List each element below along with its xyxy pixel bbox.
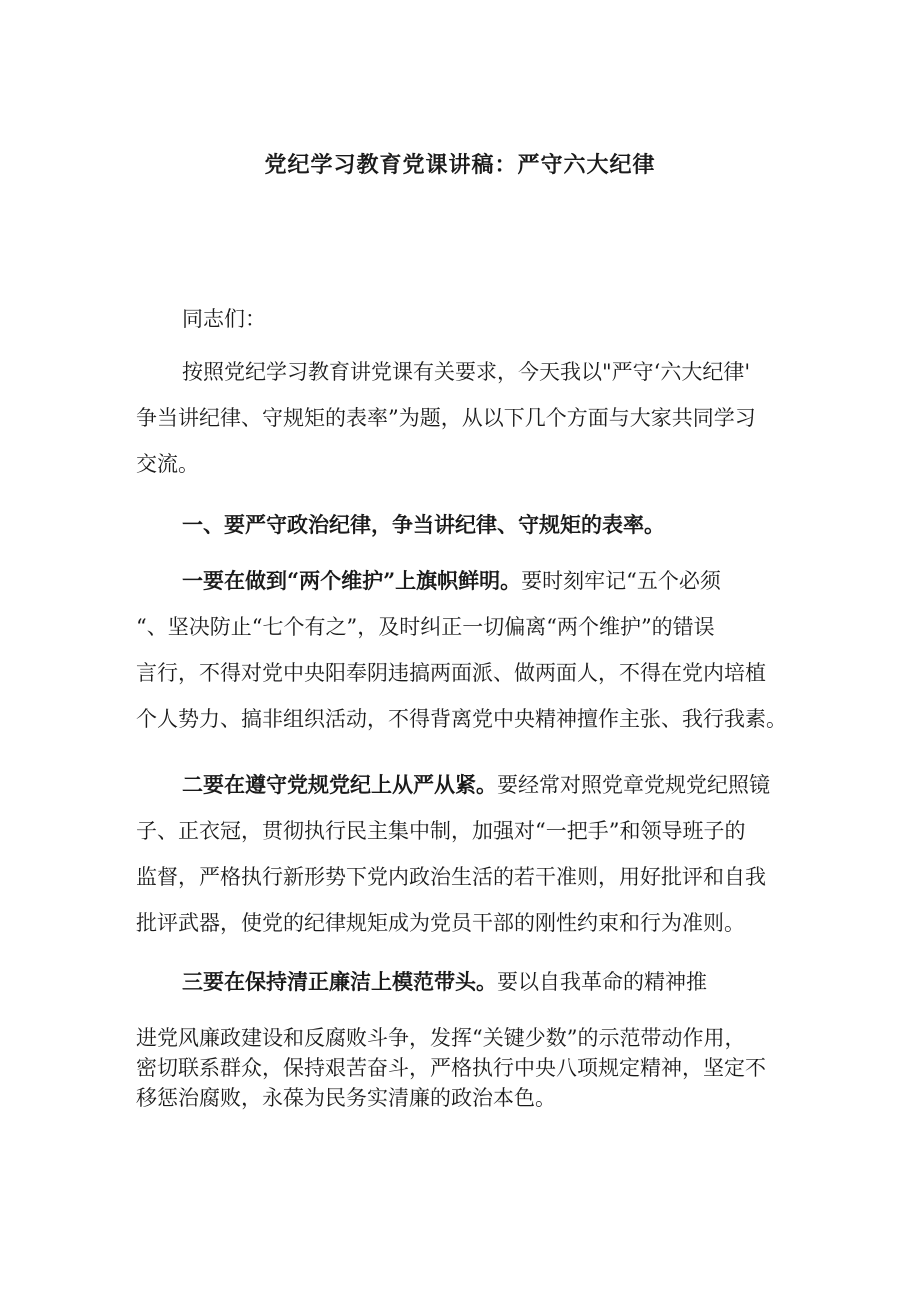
point-paragraph-2 <box>136 762 796 946</box>
point-lead: 一要在做到“两个维护”上旗帜鲜明。 <box>182 568 522 593</box>
point-line: 个人势力、搞非组织活动，不得背离党中央精神擅作主张、我行我素。 <box>136 707 787 731</box>
point-line: 批评武器，使党的纪律规矩成为党员干部的刚性约束和行为准则。 <box>136 911 745 935</box>
point-text: 要时刻牢记“五个必须 <box>521 569 721 593</box>
intro-paragraph <box>136 349 796 487</box>
point-line: 移惩治腐败，永葆为民务实清廉的政治本色。 <box>136 1086 556 1110</box>
point-line: 子、正衣冠，贯彻执行民主集中制，加强对“一把手”和领导班子的 <box>136 819 746 843</box>
intro-line: 争当讲纪律、守规矩的表率”为题，从以下几个方面与大家共同学习 <box>136 406 756 430</box>
salutation-text: 同志们： <box>182 307 266 331</box>
point-first-line <box>136 558 796 604</box>
section-heading <box>136 502 796 548</box>
intro-line: 按照党纪学习教育讲党课有关要求，今天我以"严守‘六大纪律' <box>182 360 751 384</box>
document-title: 党纪学习教育党课讲稿：严守六大纪律 <box>264 152 656 178</box>
point-paragraph-1 <box>136 558 796 742</box>
point-line: “、坚决防止“七个有之”，及时纠正一切偏离“两个维护”的错误 <box>136 615 715 639</box>
point-line: 言行，不得对党中央阳奉阴违搞两面派、做两面人，不得在党内培植 <box>136 661 766 685</box>
section-heading-text: 一、要严守政治纪律，争当讲纪律、守规矩的表率。 <box>182 512 665 537</box>
point-text: 要以自我革命的精神推 <box>497 970 707 994</box>
intro-line: 交流。 <box>136 452 199 476</box>
salutation <box>136 296 796 342</box>
point-line: 进党风廉政建设和反腐败斗争，发挥“关键少数”的示范带动作用， <box>136 1026 746 1050</box>
point-paragraph-3 <box>136 959 796 1113</box>
point-line: 密切联系群众，保持艰苦奋斗，严格执行中央八项规定精神，坚定不 <box>136 1056 766 1080</box>
point-first-line <box>136 959 796 1023</box>
point-lead: 三要在保持清正廉洁上模范带头。 <box>182 969 497 994</box>
point-lead: 二要在遵守党规党纪上从严从紧。 <box>182 772 497 797</box>
point-first-line <box>136 762 796 808</box>
point-line: 监督，严格执行新形势下党内政治生活的若干准则，用好批评和自我 <box>136 865 766 889</box>
point-text: 要经常对照党章党规党纪照镜 <box>497 773 770 797</box>
